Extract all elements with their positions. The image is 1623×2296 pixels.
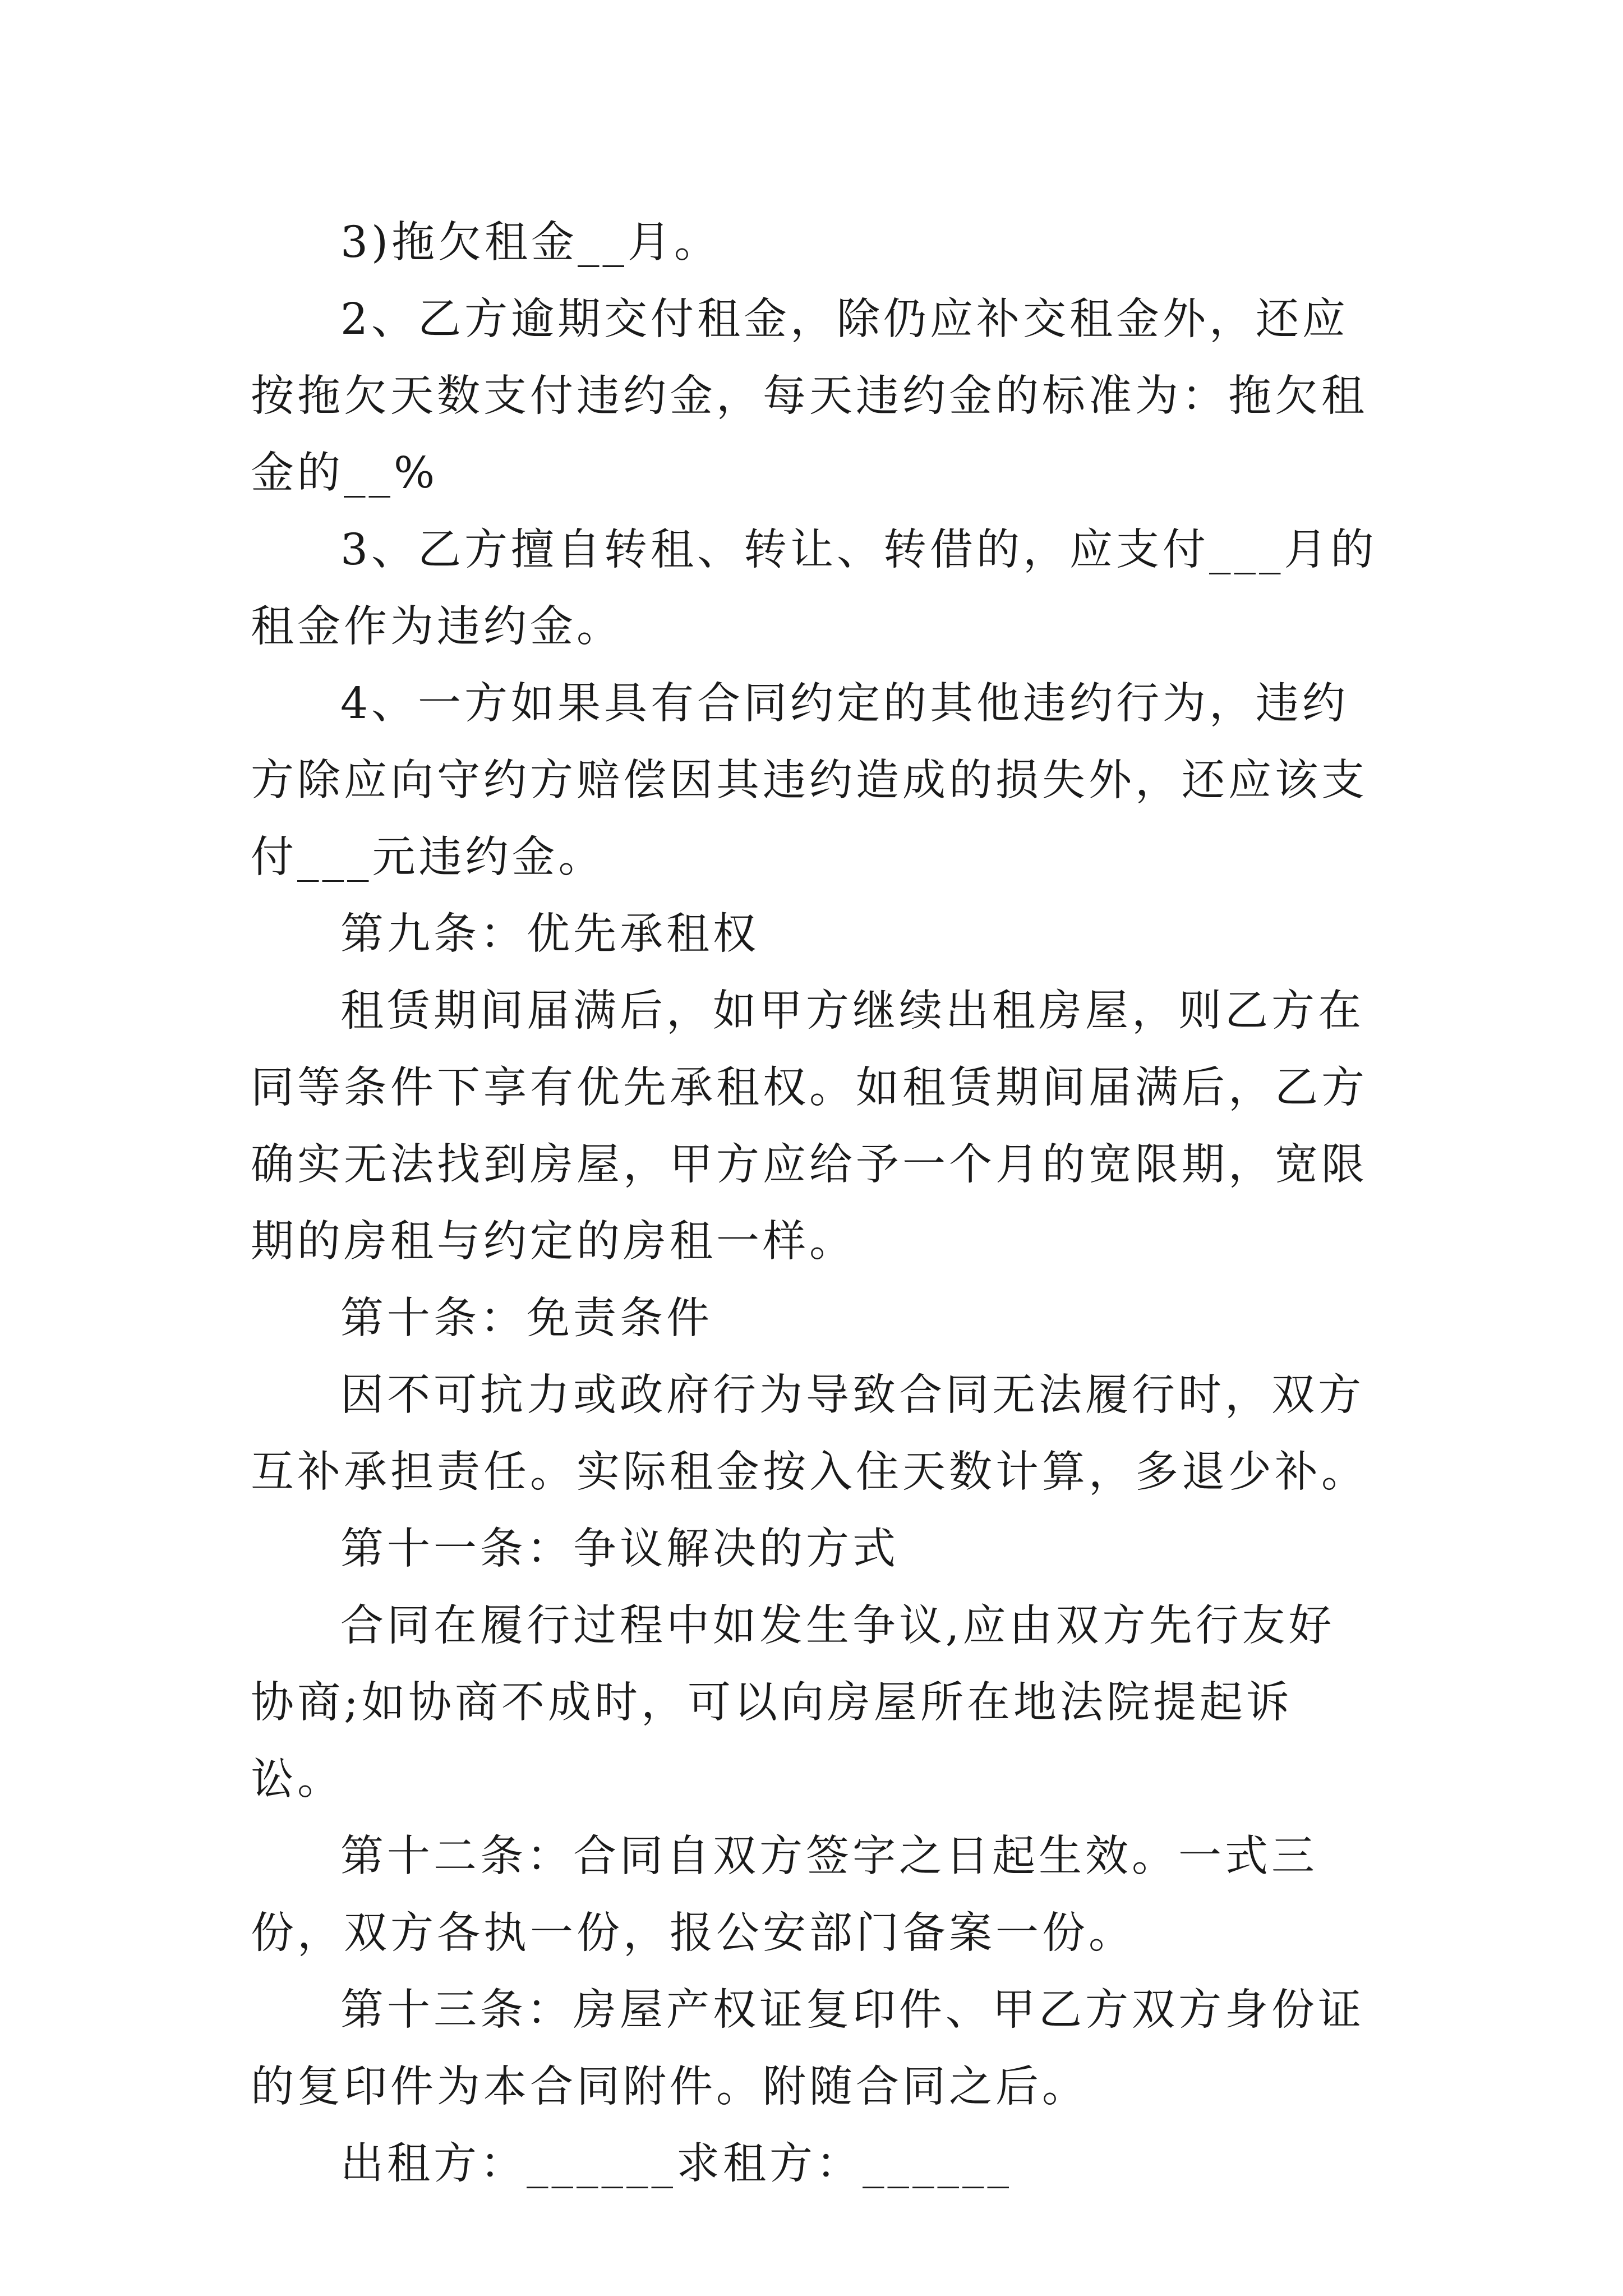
article-13: 第十三条：房屋产权证复印件、甲乙方双方身份证的复印件为本合同附件。附随合同之后。 <box>251 1985 1364 2112</box>
document-body <box>251 204 1378 2202</box>
clause-sublet-penalty: 3、乙方擅自转租、转让、转借的，应支付___月的租金作为违约金。 <box>251 525 1377 652</box>
article-11-body: 合同在履行过程中如发生争议,应由双方先行友好协商;如协商不成时，可以向房屋所在地法院提起诉讼。 <box>251 1601 1335 1805</box>
article-9-body: 租赁期间届满后，如甲方继续出租房屋，则乙方在同等条件下享有优先承租权。如租赁期间届满后，乙方确实无法找到房屋，甲方应给予一个月的宽限期，宽限期的房租与约定的房租一样。 <box>251 986 1368 1267</box>
signature-line: 出租方：______求租方：______ <box>340 2139 1012 2189</box>
article-12: 第十二条：合同自双方签字之日起生效。一式三份，双方各执一份，报公安部门备案一份。 <box>251 1832 1318 1958</box>
clause-other-breach-penalty: 4、一方如果具有合同约定的其他违约行为，违约方除应向守约方赔偿因其违约造成的损失外，还应该支付___元违约金。 <box>251 679 1368 882</box>
article-10-heading: 第十条：免责条件 <box>340 1294 713 1343</box>
article-10-body: 因不可抗力或政府行为导致合同无法履行时，双方互补承担责任。实际租金按入住天数计算，多退少补。 <box>251 1370 1368 1497</box>
article-11-heading: 第十一条：争议解决的方式 <box>340 1524 899 1574</box>
clause-overdue-rent-months: 3)拖欠租金__月。 <box>340 218 721 268</box>
clause-late-payment-penalty: 2、乙方逾期交付租金，除仍应补交租金外，还应按拖欠天数支付违约金，每天违约金的标准为：拖欠租金的__% <box>251 295 1368 498</box>
article-9-heading: 第九条：优先承租权 <box>340 909 759 959</box>
